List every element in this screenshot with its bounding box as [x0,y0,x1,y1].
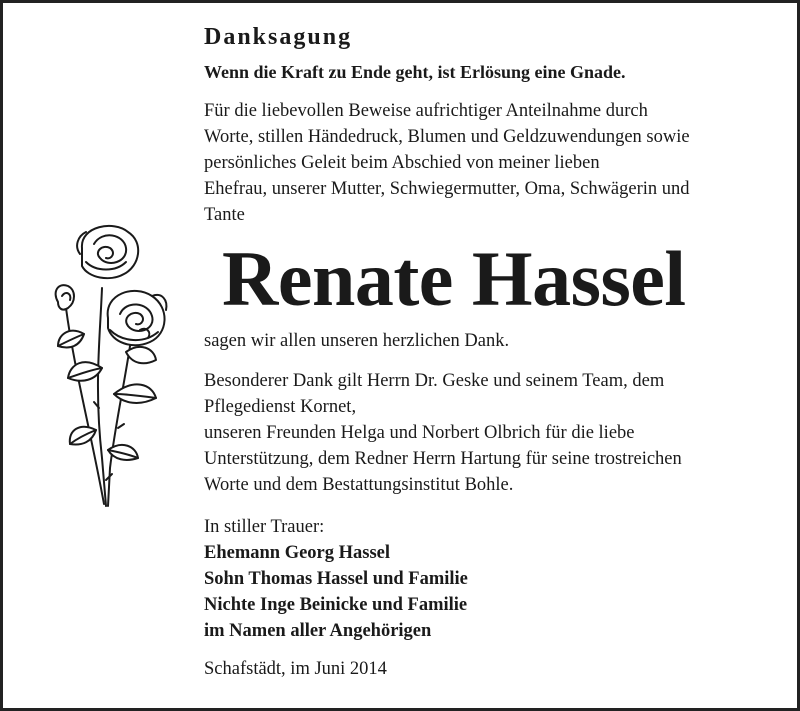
intro-line: Ehefrau, unserer Mutter, Schwiegermutter, Oma, Schwägerin und [204,179,690,199]
special-thanks-line: Worte und dem Bestattungsinstitut Bohle. [204,475,514,495]
mourner-name: Ehemann Georg Hassel [204,543,391,563]
place-date: Schafstädt, im Juni 2014 [204,659,387,679]
special-thanks-line: Besonderer Dank gilt Herrn Dr. Geske und seinem Team, dem [204,371,665,391]
mourner-name: im Namen aller Angehörigen [204,621,432,641]
special-thanks-line: Unterstützung, dem Redner Herrn Hartung für seine trostreichen [204,449,682,469]
mourner-name: Nichte Inge Beinicke und Familie [204,595,468,615]
intro-line: Tante [204,205,245,225]
thanks-line: sagen wir allen unseren herzlichen Dank. [204,331,510,351]
rose-icon [44,218,190,518]
mourners-heading: In stiller Trauer: [204,517,325,537]
mourner-name: Sohn Thomas Hassel und Familie [204,569,468,589]
motto: Wenn die Kraft zu Ende geht, ist Erlösung eine Gnade. [204,62,626,82]
special-thanks-line: Pflegedienst Kornet, [204,397,357,417]
notice-title: Danksagung [204,24,353,50]
intro-line: Für die liebevollen Beweise aufrichtiger Anteilnahme durch [204,101,648,121]
special-thanks-line: unseren Freunden Helga und Norbert Olbrich für die liebe [204,423,635,443]
intro-line: persönliches Geleit beim Abschied von meiner lieben [204,153,600,173]
intro-line: Worte, stillen Händedruck, Blumen und Geldzuwendungen sowie [204,127,690,147]
deceased-name: Renate Hassel [222,235,686,322]
